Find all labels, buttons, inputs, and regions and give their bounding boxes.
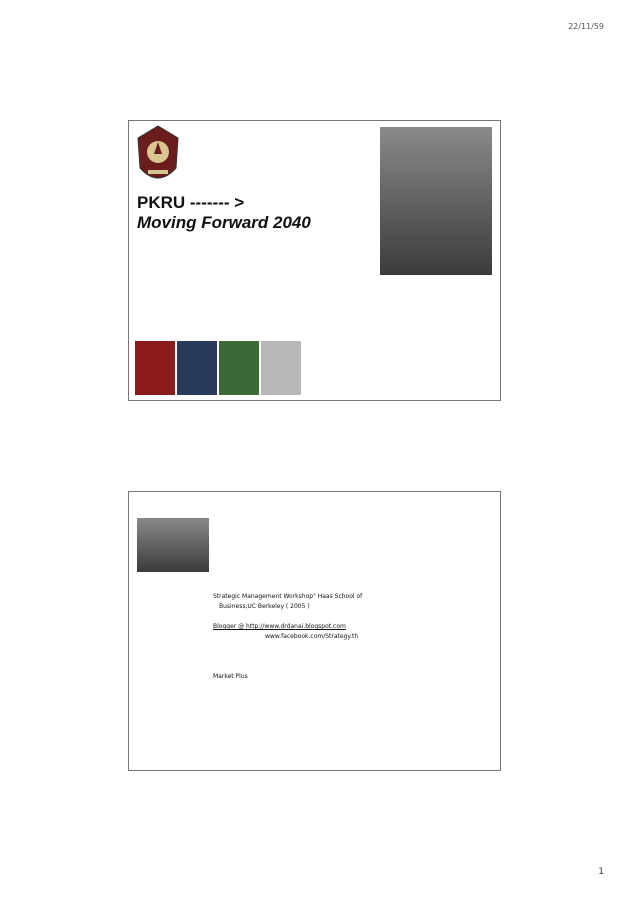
bio-line [213,573,495,581]
affiliation-line [362,364,492,371]
affiliation-line [332,373,492,380]
bio-line [213,523,495,531]
university-seal-logo [135,124,181,190]
bio-line: Strategic Management Workshop" Haas School of [213,593,363,600]
affiliation-line [342,382,492,389]
page-number: 1 [598,867,604,877]
bio-line: www.facebook.com/Strategy.th [265,633,359,640]
bio-line [213,513,495,521]
bio-line [213,533,495,541]
book-cover-scenario-planning [177,341,217,395]
book-cover-art-of-war [135,341,175,395]
book-cover-beyond-competitive-advantage [261,341,301,395]
bio-line [213,583,495,591]
speaker-name [362,317,492,329]
event-date-line [135,321,295,329]
blog-link[interactable]: Blogger @ http://www.drdanai.blogspot.com [213,623,346,630]
date-mark: 22/11/59 [568,22,604,31]
title-line-2: Moving Forward 2040 [137,213,311,232]
speaker-photo [380,127,492,275]
bio-lines [213,513,495,681]
bio-line [213,543,495,551]
slide-2 [128,491,501,771]
bio-line [213,663,495,671]
bio-line: Business,UC Berkeley ( 2005 ) [219,603,310,610]
book-cover-strategy [219,341,259,395]
bio-line: Market Plus [213,673,248,680]
speaker-thumbnail-photo [137,518,209,572]
bio-name [213,496,495,509]
bio-line [213,653,495,661]
bio-line [213,613,495,621]
slide-1 [128,120,501,401]
bio-line [213,643,495,651]
speaker-bio [213,496,495,683]
book-covers [135,341,301,395]
speaker-position [352,334,492,341]
title-line-1: PKRU ------- > [137,193,245,212]
bio-line [213,553,495,561]
bio-line [213,563,495,571]
slide-title [137,193,377,233]
